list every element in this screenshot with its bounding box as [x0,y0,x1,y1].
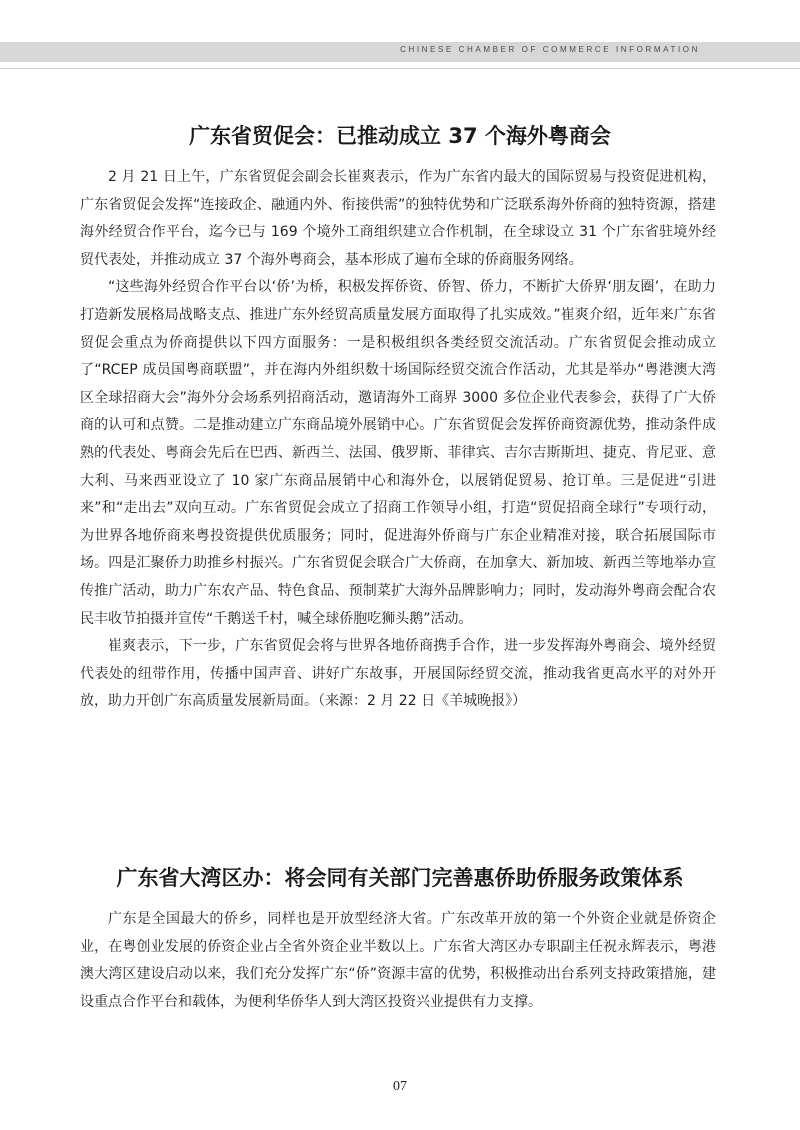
running-header-band [0,42,800,62]
article-1-paragraph: 崔爽表示，下一步，广东省贸促会将与世界各地侨商携手合作，进一步发挥海外粤商会、境外经贸代表处的纽带作用，传播中国声音、讲好广东故事，开展国际经贸交流，推动我省更高水平的对外开放，助力开创广东高质量发展新局面。（来源：2 月 22 日《羊城晚报》） [80,638,716,710]
header-divider [0,68,800,69]
article-2-paragraph: 广东是全国最大的侨乡，同样也是开放型经济大省。广东改革开放的第一个外资企业就是侨资企业，在粤创业发展的侨资企业占全省外资企业半数以上。广东省大湾区办专职副主任祝永辉表示，粤港澳大湾区建设启动以来，我们充分发挥广东“侨”资源丰富的优势，积极推动出台系列支持政策措施，建设重点合作平台和载体，为便利华侨华人到大湾区投资兴业提供有力支撑。 [80,911,716,1010]
article-1-paragraph: 2 月 21 日上午，广东省贸促会副会长崔爽表示，作为广东省内最大的国际贸易与投资促进机构，广东省贸促会发挥“连接政企、融通内外、衔接供需”的独特优势和广泛联系海外侨商的独特资源，搭建海外经贸合作平台，迄今已与 169 个境外工商组织建立合作机制，在全球设立 31 个广东省驻境外经贸代表处，并推动成立 37 个海外粤商会，基本形成了遍布全球的侨商服务网络。 [80,169,716,268]
article-1-body [80,164,716,716]
article-2-title: 广东省大湾区办：将会同有关部门完善惠侨助侨服务政策体系 [116,866,684,890]
article-2-body [80,906,716,1016]
article-1-paragraph: “这些海外经贸合作平台以‘侨’为桥，积极发挥侨资、侨智、侨力，不断扩大侨界‘朋友圈’，在助力打造新发展格局战略支点、推进广东外经贸高质量发展方面取得了扎实成效。”崔爽介绍，近年来广东省贸促会重点为侨商提供以下四方面服务：一是积极组织各类经贸交流活动。广东省贸促会推动成立了“RCEP 成员国粤商联盟”，并在海内外组织数十场国际经贸交流合作活动，尤其是举办“粤港澳大湾区全球招商大会”海外分会场系列招商活动，邀请海外工商界 3000 多位企业代表参会，获得了广大侨商的认可和点赞。二是推动建立广东商品境外展销中心。广东省贸促会发挥侨商资源优势，推动条件成熟的代表处、粤商会先后在巴西、新西兰、法国、俄罗斯、菲律宾、吉尔吉斯斯坦、捷克、肯尼亚、意大利、马来西亚设立了 10 家广东商品展销中心和海外仓，以展销促贸易、抢订单。三是促进“引进来”和“走出去”双向互动。广东省贸促会成立了招商工作领导小组，打造“贸促招商全球行”专项行动，为世界各地侨商来粤投资提供优质服务；同时，促进海外侨商与广东企业精准对接，联合拓展国际市场。四是汇聚侨力助推乡村振兴。广东省贸促会联合广大侨商，在加拿大、新加坡、新西兰等地举办宣传推广活动，助力广东农产品、特色食品、预制菜扩大海外品牌影响力；同时，发动海外粤商会配合农民丰收节拍摄并宣传“千鹅送千村，喊全球侨胞吃狮头鹅”活动。 [80,279,716,627]
article-1-title: 广东省贸促会：已推动成立 37 个海外粤商会 [189,124,611,148]
page-number: 07 [393,1079,407,1094]
running-header-title: CHINESE CHAMBER OF COMMERCE INFORMATION [400,45,700,54]
